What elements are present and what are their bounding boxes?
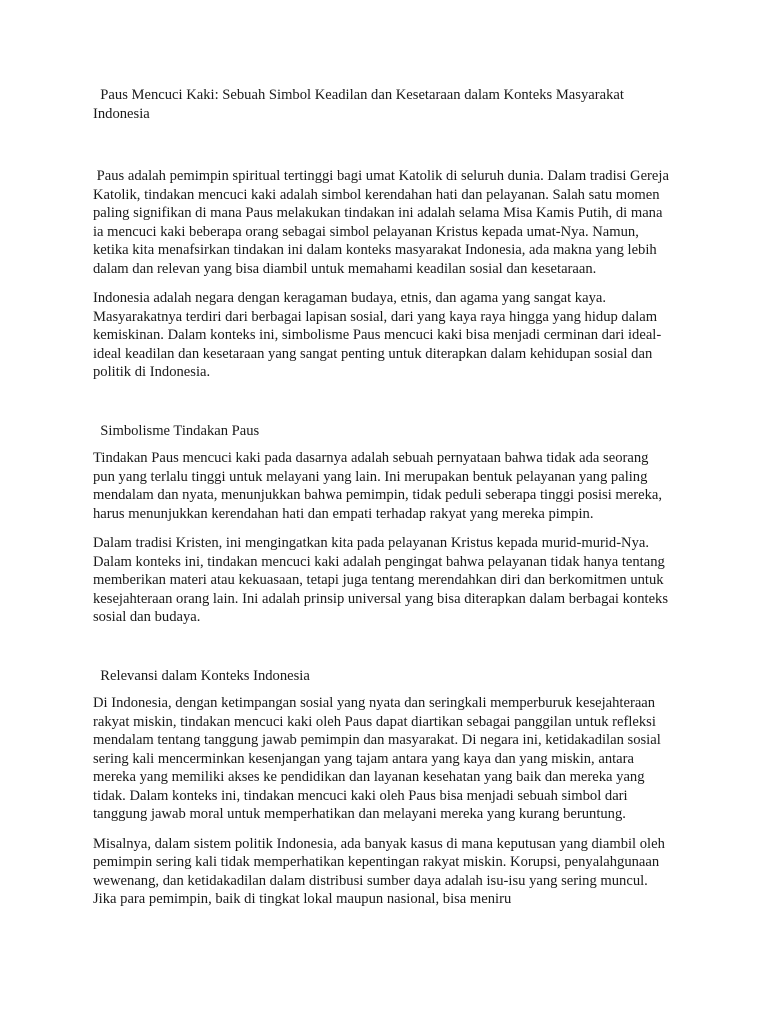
section-heading-relevansi: Relevansi dalam Konteks Indonesia [93,667,310,684]
section1-paragraph-1: Tindakan Paus mencuci kaki pada dasarnya adalah sebuah pernyataan bahwa tidak ada seorang pun yang terlalu tinggi untuk melayani yang lain. Ini merupakan bentuk pelayanan yang paling mendalam dan nyata, menunjukkan bahwa pemimpin, tidak peduli seberapa tinggi posisi mereka, harus menunjukkan kerendahan hati dan empati terhadap rakyat yang mereka pimpin. [93,450,662,522]
document-title: Paus Mencuci Kaki: Sebuah Simbol Keadilan dan Kesetaraan dalam Konteks Masyarakat Indonesia [93,87,628,122]
section1-paragraph-2: Dalam tradisi Kristen, ini mengingatkan kita pada pelayanan Kristus kepada murid-murid-Nya. Dalam konteks ini, tindakan mencuci kaki adalah pengingat bahwa pelayanan tidak hanya tentang memberikan materi atau kekuasaan, tetapi juga tentang merendahkan diri dan berkomitmen untuk kesejahteraan orang lain. Ini adalah prinsip universal yang bisa diterapkan dalam berbagai konteks sosial dan budaya. [93,535,669,625]
document-page [93,86,673,920]
section2-paragraph-2: Misalnya, dalam sistem politik Indonesia, ada banyak kasus di mana keputusan yang diambil oleh pemimpin sering kali tidak memperhatikan kepentingan rakyat miskin. Korupsi, penyalahgunaan wewenang, dan ketidakadilan dalam distribusi sumber daya adalah isu-isu yang sering muncul. Jika para pemimpin, baik di tingkat lokal maupun nasional, bisa meniru [93,835,665,907]
intro-paragraph-2: Indonesia adalah negara dengan keragaman budaya, etnis, dan agama yang sangat kaya. Masyarakatnya terdiri dari berbagai lapisan sosial, dari yang kaya raya hingga yang hidup dalam kemiskinan. Dalam konteks ini, simbolisme Paus mencuci kaki bisa menjadi cerminan dari ideal-ideal keadilan dan kesetaraan yang sangat penting untuk diterapkan dalam kehidupan sosial dan politik di Indonesia. [93,290,662,380]
intro-paragraph-1: Paus adalah pemimpin spiritual tertinggi bagi umat Katolik di seluruh dunia. Dalam tradisi Gereja Katolik, tindakan mencuci kaki adalah simbol kerendahan hati dan pelayanan. Salah satu momen paling signifikan di mana Paus melakukan tindakan ini adalah selama Misa Kamis Putih, di mana ia mencuci kaki beberapa orang sebagai simbol pelayanan Kristus kepada umat-Nya. Namun, ketika kita menafsirkan tindakan ini dalam konteks masyarakat Indonesia, ada makna yang lebih dalam dan relevan yang bisa diambil untuk memahami keadilan sosial dan kesetaraan. [93,168,673,277]
section2-paragraph-1: Di Indonesia, dengan ketimpangan sosial yang nyata dan seringkali memperburuk kesejahteraan rakyat miskin, tindakan mencuci kaki oleh Paus dapat diartikan sebagai panggilan untuk refleksi mendalam tentang tanggung jawab pemimpin dan masyarakat. Di negara ini, ketidakadilan sosial sering kali mencerminkan kesenjangan yang tajam antara yang kaya dan yang miskin, antara mereka yang memiliki akses ke pendidikan dan layanan kesehatan yang baik dan mereka yang tidak. Dalam konteks ini, tindakan mencuci kaki oleh Paus bisa menjadi sebuah simbol dari tanggung jawab moral untuk memperhatikan dan melayani mereka yang kurang beruntung. [93,695,661,822]
section-heading-simbolisme: Simbolisme Tindakan Paus [93,422,260,439]
